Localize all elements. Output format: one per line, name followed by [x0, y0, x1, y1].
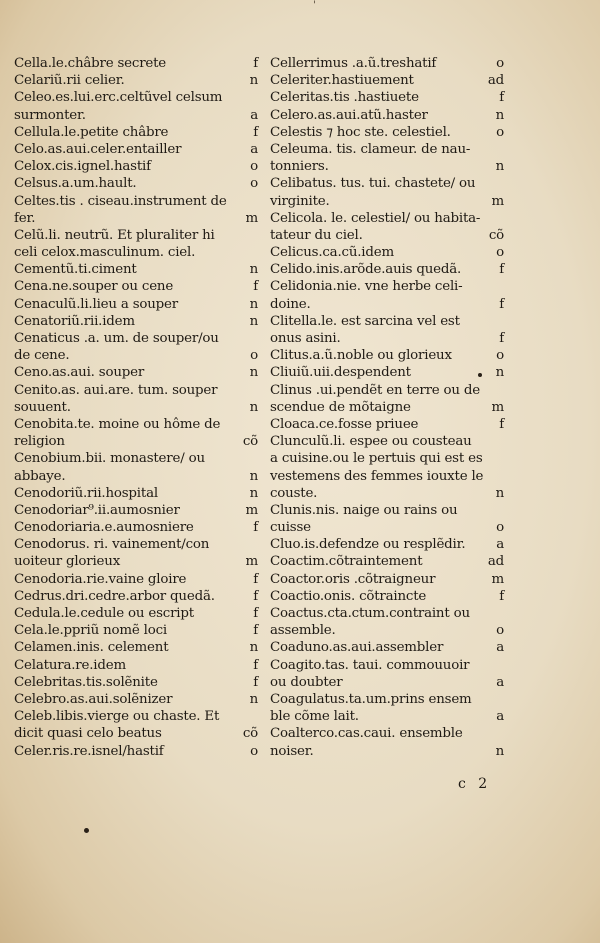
dictionary-line — [14, 725, 258, 742]
grammar-marker: m — [245, 210, 258, 226]
dictionary-line — [14, 175, 258, 192]
entry-text: Cela.le.ppriũ nomẽ loci — [14, 623, 167, 639]
dictionary-line — [14, 193, 258, 210]
entry-text: Celeo.es.lui.erc.celtũvel celsum — [14, 90, 223, 106]
grammar-marker: f — [499, 296, 504, 312]
dictionary-line — [270, 536, 504, 553]
entry-text: Coactim.cõtraintement — [270, 554, 423, 570]
entry-text: Cenodorus. ri. vainement/con — [14, 537, 210, 553]
grammar-marker: n — [495, 107, 504, 123]
entry-text: Clitella.le. est sarcina vel est — [270, 313, 460, 329]
dictionary-line — [270, 107, 504, 124]
entry-text: Celo.as.aui.celer.entailler — [14, 141, 182, 157]
entry-text: Cloaca.ce.fosse priuee — [270, 416, 419, 432]
entry-text: Celtes.tis . ciseau.instrument de — [14, 193, 227, 209]
grammar-marker: m — [491, 193, 504, 209]
left-column — [14, 55, 258, 760]
entry-text: Cedula.le.cedule ou escript — [14, 606, 194, 621]
dictionary-line — [14, 364, 258, 381]
entry-text: Celatura.re.idem — [14, 657, 126, 673]
dictionary-line — [270, 382, 504, 399]
entry-text: Clunculũ.li. espee ou cousteau — [270, 434, 472, 450]
dictionary-line — [270, 605, 504, 622]
entry-text: Clunis.nis. naige ou rains ou — [270, 502, 458, 518]
grammar-marker: n — [495, 365, 504, 381]
entry-text: Cenobium.bii. monastere/ ou — [14, 451, 205, 467]
entry-text: Clinus .ui.pendẽt en terre ou de — [270, 382, 480, 398]
dictionary-line — [270, 261, 504, 278]
dictionary-line — [270, 72, 504, 89]
dictionary-line — [270, 691, 504, 708]
dictionary-line — [270, 364, 504, 381]
entry-text: Celicus.ca.cũ.idem — [270, 245, 394, 261]
dictionary-line — [14, 605, 258, 622]
grammar-marker: o — [496, 520, 504, 536]
entry-text: Celido.inis.arõde.auis quedã. — [270, 262, 462, 278]
dictionary-line — [14, 450, 258, 467]
grammar-marker: n — [249, 485, 258, 501]
entry-text: noiser. — [270, 743, 314, 759]
grammar-marker: n — [495, 743, 504, 759]
dictionary-line — [14, 708, 258, 725]
entry-text: Celeriter.hastiuement — [270, 73, 414, 89]
grammar-marker: o — [496, 124, 504, 140]
dictionary-line — [270, 450, 504, 467]
entry-text: celi celox.masculinum. ciel. — [14, 245, 196, 261]
dictionary-line — [270, 193, 504, 210]
dictionary-line — [270, 639, 504, 656]
dictionary-line — [270, 55, 504, 72]
dictionary-line — [14, 743, 258, 760]
dictionary-line — [270, 571, 504, 588]
entry-text: Celicola. le. celestiel/ ou habita- — [270, 210, 481, 226]
entry-text: Celũ.li. neutrũ. Et pluraliter hi — [14, 227, 215, 243]
grammar-marker: m — [245, 554, 258, 570]
right-column — [270, 55, 504, 760]
dictionary-line — [270, 141, 504, 158]
grammar-marker: a — [496, 537, 504, 553]
dictionary-line — [270, 278, 504, 295]
grammar-marker: n — [249, 365, 258, 381]
entry-text: Coagito.tas. taui. commouuoir — [270, 657, 470, 673]
grammar-marker: f — [499, 262, 504, 278]
grammar-marker: ad — [487, 73, 504, 89]
dictionary-line — [14, 416, 258, 433]
dictionary-line — [14, 622, 258, 639]
grammar-marker: f — [253, 674, 258, 690]
entry-text: dicit quasi celo beatus — [14, 726, 162, 742]
entry-text: Coagulatus.ta.um.prins ensem — [270, 691, 472, 707]
grammar-marker: ad — [487, 554, 504, 570]
dictionary-line — [270, 725, 504, 742]
grammar-marker: n — [249, 399, 258, 415]
entry-text: Cenodoria.rie.vaine gloire — [14, 571, 187, 587]
grammar-marker: a — [250, 107, 258, 123]
dictionary-line — [270, 296, 504, 313]
dictionary-line — [14, 519, 258, 536]
grammar-marker: f — [253, 56, 258, 71]
entry-text: Coaduno.as.aui.assembler — [270, 640, 444, 656]
dictionary-line — [270, 657, 504, 674]
entry-text: Coactus.cta.ctum.contraint ou — [270, 606, 470, 621]
grammar-marker: a — [496, 674, 504, 690]
dictionary-line — [270, 330, 504, 347]
entry-text: Celeritas.tis .hastiuete — [270, 90, 419, 106]
entry-text: Cenodoriũ.rii.hospital — [14, 485, 158, 501]
entry-text: souuent. — [14, 399, 71, 415]
dictionary-line — [14, 674, 258, 691]
entry-text: surmonter. — [14, 107, 86, 123]
grammar-marker: a — [496, 709, 504, 725]
dictionary-line — [14, 399, 258, 416]
grammar-marker: o — [496, 623, 504, 639]
entry-text: scendue de mõtaigne — [270, 399, 411, 415]
grammar-marker: m — [491, 399, 504, 415]
grammar-marker: f — [499, 90, 504, 106]
dictionary-line — [14, 571, 258, 588]
entry-text: Coactio.onis. cõtraincte — [270, 588, 427, 604]
grammar-marker: n — [249, 73, 258, 89]
dictionary-line — [14, 278, 258, 295]
grammar-marker: o — [250, 348, 258, 364]
dictionary-line — [270, 124, 504, 141]
grammar-marker: f — [253, 124, 258, 140]
entry-text: Coalterco.cas.caui. ensemble — [270, 726, 463, 742]
grammar-marker: a — [496, 640, 504, 656]
dictionary-line — [14, 502, 258, 519]
entry-text: tateur du ciel. — [270, 227, 363, 243]
dictionary-line — [14, 468, 258, 485]
dictionary-line — [270, 485, 504, 502]
dictionary-line — [270, 244, 504, 261]
grammar-marker: m — [245, 502, 258, 518]
signature-mark: c 2 — [458, 776, 492, 792]
dictionary-line — [14, 141, 258, 158]
grammar-marker: f — [253, 606, 258, 621]
ink-spot — [84, 828, 89, 833]
dictionary-line — [270, 622, 504, 639]
dictionary-line — [270, 588, 504, 605]
dictionary-line — [14, 485, 258, 502]
entry-text: Celamen.inis. celement — [14, 640, 169, 656]
entry-text: Cellula.le.petite châbre — [14, 124, 169, 140]
dictionary-line — [14, 382, 258, 399]
entry-text: Cella.le.châbre secrete — [14, 56, 167, 71]
dictionary-line — [270, 313, 504, 330]
entry-text: ou doubter — [270, 674, 343, 690]
grammar-marker: cõ — [242, 434, 258, 450]
grammar-marker: f — [253, 623, 258, 639]
grammar-marker: m — [491, 571, 504, 587]
entry-text: Celidonia.nie. vne herbe celi- — [270, 279, 463, 295]
entry-text: de cene. — [14, 348, 70, 364]
entry-text: uoiteur glorieux — [14, 554, 121, 570]
dictionary-line — [14, 210, 258, 227]
grammar-marker: f — [253, 571, 258, 587]
entry-text: Cenatoriũ.rii.idem — [14, 313, 135, 329]
entry-text: Celebritas.tis.solẽnite — [14, 674, 158, 690]
grammar-marker: f — [499, 416, 504, 432]
dictionary-line — [270, 210, 504, 227]
dictionary-line — [270, 416, 504, 433]
page-top-mark: ' — [313, 0, 316, 11]
dictionary-line — [270, 158, 504, 175]
entry-text: Celero.as.aui.atũ.haster — [270, 107, 428, 123]
grammar-marker: o — [496, 56, 504, 71]
grammar-marker: n — [249, 468, 258, 484]
entry-text: Celibatus. tus. tui. chastete/ ou — [270, 176, 476, 192]
grammar-marker: o — [250, 176, 258, 192]
grammar-marker: cõ — [488, 227, 504, 243]
dictionary-line — [270, 502, 504, 519]
dictionary-line — [270, 743, 504, 760]
entry-text: Coactor.oris .cõtraigneur — [270, 571, 436, 587]
dictionary-line — [270, 433, 504, 450]
grammar-marker: f — [253, 279, 258, 295]
dictionary-line — [270, 227, 504, 244]
entry-text: Cena.ne.souper ou cene — [14, 279, 174, 295]
grammar-marker: o — [496, 245, 504, 261]
ink-spot — [478, 373, 482, 377]
dictionary-line — [14, 227, 258, 244]
dictionary-line — [14, 72, 258, 89]
dictionary-line — [270, 399, 504, 416]
dictionary-line — [14, 296, 258, 313]
dictionary-line — [14, 244, 258, 261]
grammar-marker: o — [250, 743, 258, 759]
entry-text: ble cõme lait. — [270, 709, 359, 725]
dictionary-line — [14, 89, 258, 106]
grammar-marker: f — [253, 588, 258, 604]
dictionary-line — [14, 347, 258, 364]
entry-text: Celariũ.rii celier. — [14, 73, 125, 89]
dictionary-line — [14, 55, 258, 72]
dictionary-line — [14, 107, 258, 124]
dictionary-line — [14, 261, 258, 278]
entry-text: Celsus.a.um.hault. — [14, 176, 137, 192]
entry-text: Cementũ.ti.ciment — [14, 262, 137, 278]
grammar-marker: cõ — [242, 726, 258, 742]
dictionary-line — [14, 536, 258, 553]
entry-text: Cellerrimus .a.ũ.treshatif — [270, 56, 437, 71]
entry-text: Celeuma. tis. clameur. de nau- — [270, 141, 471, 157]
entry-text: vestemens des femmes iouxte le — [270, 468, 484, 484]
entry-text: assemble. — [270, 623, 336, 639]
entry-text: tonniers. — [270, 159, 329, 175]
entry-text: virginite. — [270, 193, 330, 209]
dictionary-line — [270, 708, 504, 725]
grammar-marker: f — [499, 588, 504, 604]
entry-text: doine. — [270, 296, 311, 312]
grammar-marker: f — [499, 331, 504, 346]
entry-text: cuisse — [270, 520, 311, 536]
entry-text: religion — [14, 434, 65, 450]
entry-text: Celebro.as.aui.solẽnizer — [14, 691, 173, 707]
entry-text: Cenaticus .a. um. de souper/ou — [14, 331, 219, 346]
dictionary-line — [14, 433, 258, 450]
entry-text: a cuisine.ou le pertuis qui est es — [270, 451, 483, 467]
dictionary-line — [270, 553, 504, 570]
dictionary-line — [14, 639, 258, 656]
entry-text: abbaye. — [14, 468, 66, 484]
dictionary-line — [14, 158, 258, 175]
grammar-marker: o — [496, 348, 504, 364]
entry-text: Clitus.a.ũ.noble ou glorieux — [270, 348, 452, 364]
grammar-marker: n — [495, 485, 504, 501]
entry-text: Celeb.libis.vierge ou chaste. Et — [14, 709, 220, 725]
dictionary-line — [14, 588, 258, 605]
dictionary-line — [14, 657, 258, 674]
entry-text: Ceno.as.aui. souper — [14, 365, 145, 381]
grammar-marker: n — [249, 296, 258, 312]
dictionary-line — [270, 468, 504, 485]
grammar-marker: a — [250, 141, 258, 157]
entry-text: Cenaculũ.li.lieu a souper — [14, 296, 178, 312]
dictionary-line — [14, 313, 258, 330]
entry-text: Cenodoriar⁹.ii.aumosnier — [14, 502, 180, 518]
grammar-marker: n — [249, 313, 258, 329]
dictionary-line — [14, 124, 258, 141]
dictionary-line — [270, 89, 504, 106]
entry-text: Celox.cis.ignel.hastif — [14, 159, 151, 175]
dictionary-line — [270, 674, 504, 691]
entry-text: Celestis ⁊ hoc ste. celestiel. — [270, 124, 451, 140]
entry-text: Celer.ris.re.isnel/hastif — [14, 743, 164, 759]
grammar-marker: n — [249, 691, 258, 707]
dictionary-line — [270, 519, 504, 536]
dictionary-line — [14, 691, 258, 708]
entry-text: couste. — [270, 485, 318, 501]
entry-text: Cluo.is.defendze ou resplẽdir. — [270, 537, 466, 553]
entry-text: Cedrus.dri.cedre.arbor quedã. — [14, 588, 215, 604]
entry-text: fer. — [14, 210, 36, 226]
dictionary-line — [270, 175, 504, 192]
grammar-marker: o — [250, 159, 258, 175]
grammar-marker: f — [253, 657, 258, 673]
grammar-marker: n — [495, 159, 504, 175]
entry-text: onus asini. — [270, 331, 341, 346]
grammar-marker: n — [249, 640, 258, 656]
dictionary-line — [14, 330, 258, 347]
grammar-marker: n — [249, 262, 258, 278]
entry-text: Cenito.as. aui.are. tum. souper — [14, 382, 218, 398]
grammar-marker: f — [253, 520, 258, 536]
dictionary-line — [14, 553, 258, 570]
dictionary-line — [270, 347, 504, 364]
entry-text: Cliuiũ.uii.despendent — [270, 365, 411, 381]
entry-text: Cenodoriaria.e.aumosniere — [14, 520, 194, 536]
entry-text: Cenobita.te. moine ou hôme de — [14, 416, 221, 432]
